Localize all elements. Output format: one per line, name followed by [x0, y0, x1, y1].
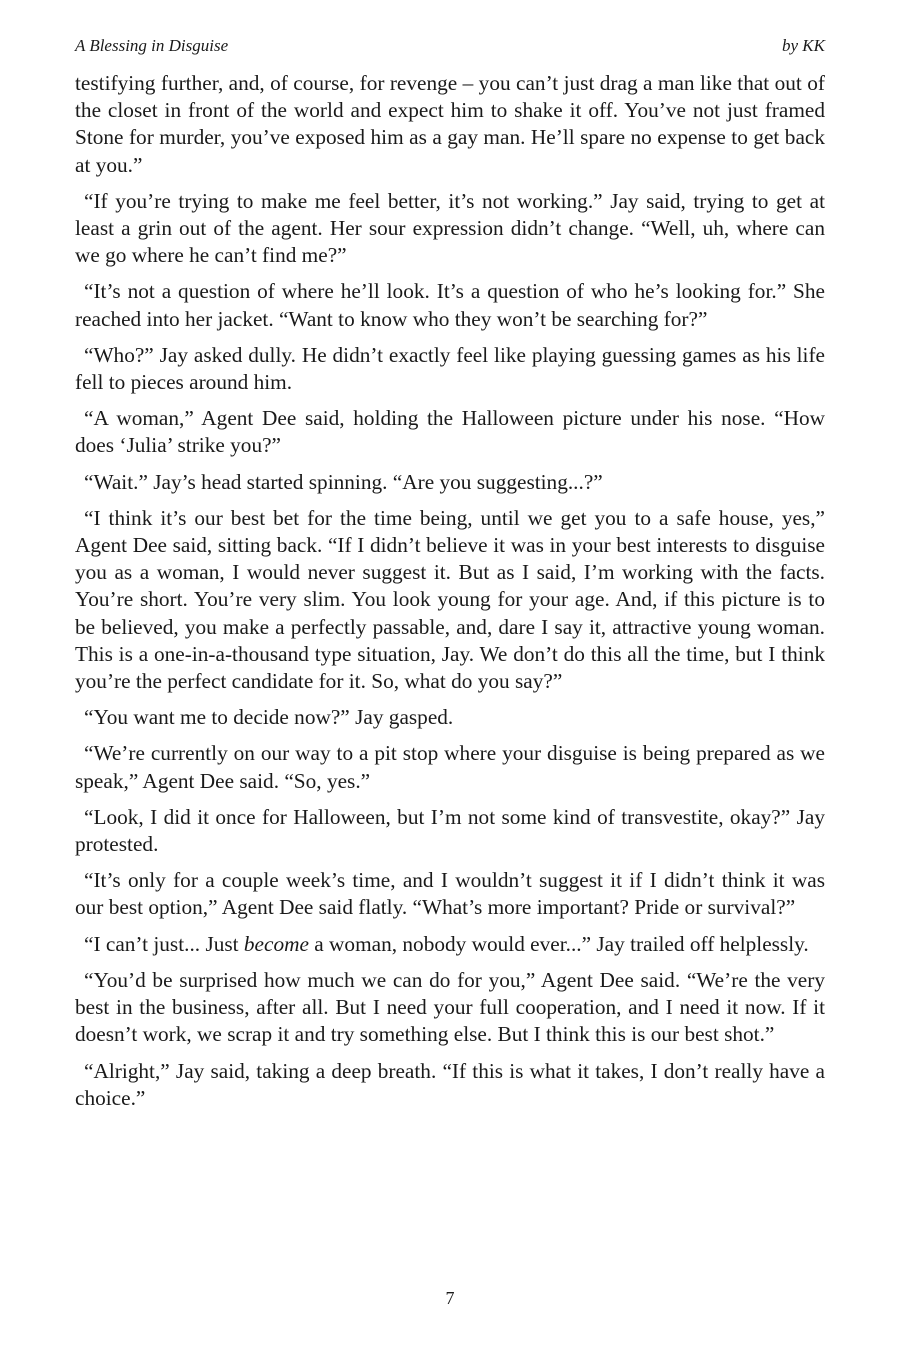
paragraph: “You’d be surprised how much we can do for you,” Agent Dee said. “We’re the very best in the business, after all. But I need your full cooperation, and I need it now. If it doesn’t work, we scrap it and try something else. But I think this is our best shot.” — [75, 967, 825, 1047]
paragraph: “We’re currently on our way to a pit stop where your disguise is being prepared as we speak,” Agent Dee said. “So, yes.” — [75, 741, 825, 793]
running-header — [75, 36, 825, 58]
body-text — [75, 70, 825, 1121]
author-name: by KK — [782, 36, 825, 55]
paragraph: “It’s only for a couple week’s time, and I wouldn’t suggest it if I didn’t think it was our best option,” Agent Dee said flatly. “What’s more important? Pride or survival?” — [75, 868, 825, 920]
paragraph: “Wait.” Jay’s head started spinning. “Are you suggesting...?” — [84, 469, 603, 494]
paragraph: testifying further, and, of course, for revenge – you can’t just drag a man like that out of the closet in front of the world and expect him to shake it off. You’ve not just framed Stone for murder, you’ve exposed him as a gay man. He’ll spare no expense to get back at you.” — [75, 71, 825, 177]
paragraph-text-before: “I can’t just... Just — [84, 931, 244, 956]
paragraph: “Alright,” Jay said, taking a deep breath. “If this is what it takes, I don’t really have a choice.” — [75, 1058, 825, 1110]
paragraph: “Who?” Jay asked dully. He didn’t exactly feel like playing guessing games as his life fell to pieces around him. — [75, 342, 825, 395]
paragraph: “A woman,” Agent Dee said, holding the Halloween picture under his nose. “How does ‘Julia’ strike you?” — [75, 406, 825, 458]
paragraph: “I think it’s our best bet for the time being, until we get you to a safe house, yes,” Agent Dee said, sitting back. “If I didn’t believe it was in your best interests to disguise you as a woman, I would never suggest it. But as I said, I’m working with the facts. You’re short. You’re very slim. You look young for your age. And, if this picture is to be believed, you make a perfectly passable, and, dare I say it, attractive young woman. This is a one-in-a-thousand type situation, Jay. We don’t do this all the time, but I think you’re the perfect candidate for it. So, what do you say?” — [75, 505, 825, 694]
paragraph: “It’s not a question of where he’ll look. It’s a question of who he’s looking for.” She reached into her jacket. “Want to know who they won’t be searching for?” — [75, 279, 825, 331]
paragraph-with-emphasis — [75, 931, 825, 958]
paragraph-text-after: a woman, nobody would ever...” Jay trailed off helplessly. — [308, 931, 809, 956]
paragraph: “If you’re trying to make me feel better, it’s not working.” Jay said, trying to get at least a grin out of the agent. Her sour expression didn’t change. “Well, uh, where can we go where he can’t find me?” — [75, 188, 825, 268]
page-number: 7 — [445, 1288, 455, 1308]
paragraph: “You want me to decide now?” Jay gasped. — [84, 705, 454, 730]
paragraph: “Look, I did it once for Halloween, but I’m not some kind of transvestite, okay?” Jay protested. — [75, 804, 825, 857]
emphasized-word: become — [243, 931, 309, 956]
book-title: A Blessing in Disguise — [75, 36, 229, 55]
